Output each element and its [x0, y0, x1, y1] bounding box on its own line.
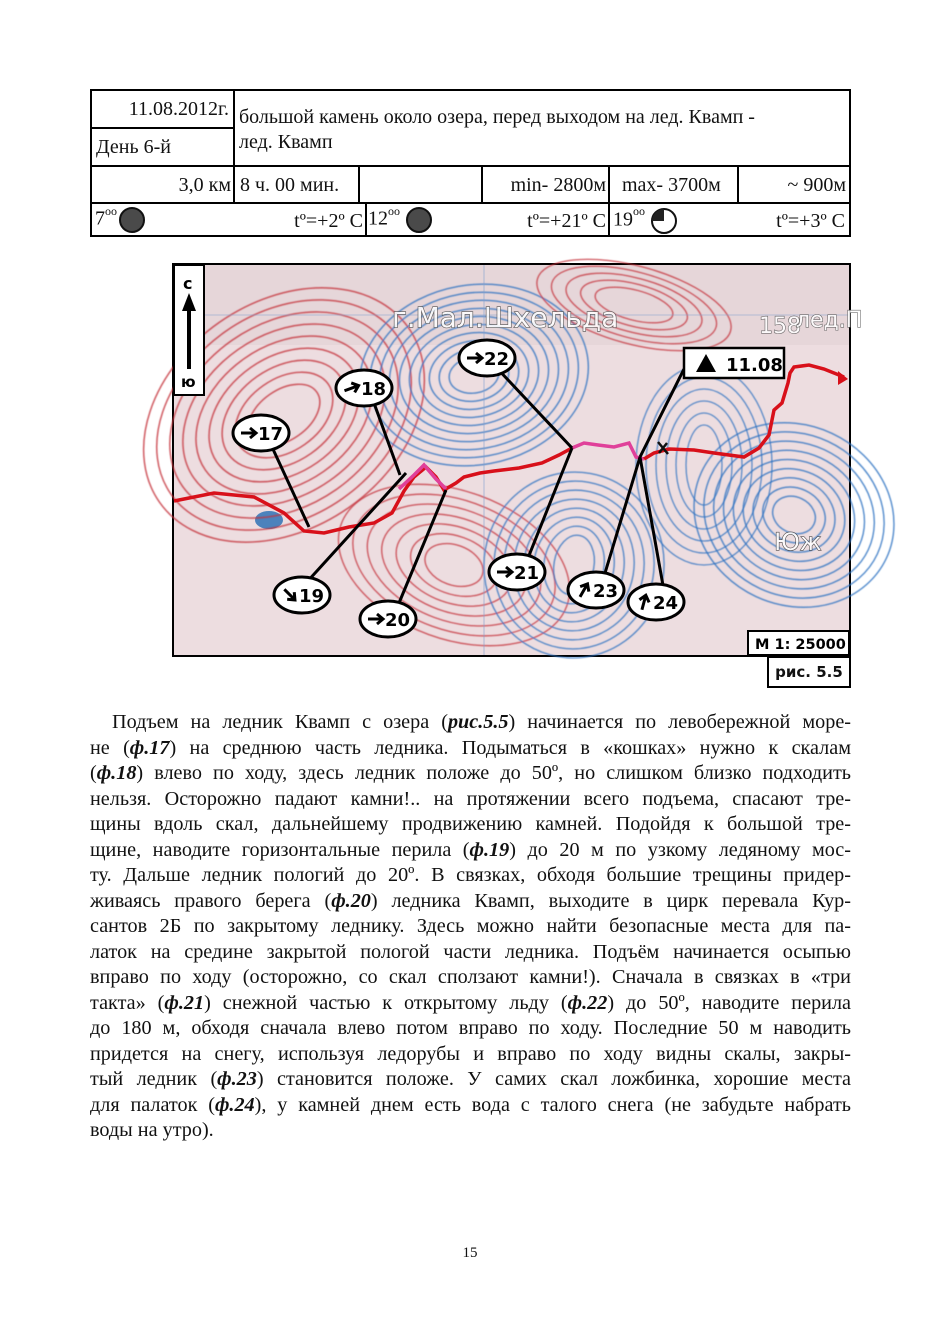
page-number: 15 — [462, 1245, 478, 1261]
topographic-map — [174, 265, 863, 655]
photo-marker — [233, 415, 289, 451]
text-run: ), у камней днем есть вода с талого снега (не забудьте набрать — [254, 1093, 851, 1116]
photo-reference: ф.19 — [469, 838, 510, 861]
table-duration: 8 ч. 00 мин. — [240, 174, 340, 196]
table-elevation-gain: ~ 900м — [787, 174, 846, 196]
text-run: щине, наводите горизонтальные перила ( — [90, 838, 470, 861]
photo-reference: ф.22 — [567, 991, 608, 1014]
text-run: ту. Дальше ледник пологий до 20º. В связках, обходя большие трещины придер- — [90, 864, 851, 886]
table-route-cont: лед. Квамп — [239, 131, 333, 153]
text-run: вправо по ходу (осторожно, со скал сползают камни!). Сначала в связках в «три — [90, 966, 851, 988]
date-flag-label: 11.08 — [726, 355, 783, 376]
paragraph-line — [90, 838, 851, 864]
paragraph-line — [90, 1042, 851, 1068]
marker-number: 22 — [484, 349, 510, 370]
obs-temp-2: tº=+21º C — [527, 210, 606, 232]
paragraph-line — [90, 761, 851, 787]
text-run: сантов 2Б по закрытому леднику. Здесь можно найти безопасные места для па- — [90, 915, 851, 937]
photo-marker — [568, 572, 624, 608]
text-run: ) снежной частью к открытому льду ( — [204, 991, 568, 1014]
photo-reference: ф.18 — [96, 762, 137, 784]
text-run: ) до 20 м по узкому ледяному мос- — [509, 838, 851, 861]
table-day: День 6-й — [96, 136, 171, 158]
paragraph-line — [90, 736, 851, 762]
table-divider — [608, 165, 610, 235]
marker-number: 17 — [258, 424, 284, 445]
table-divider — [92, 127, 233, 129]
text-run: ) ледника Квамп, выходите в цирк перевала Кур- — [370, 889, 851, 912]
table-route: большой камень около озера, перед выходом на лед. Квамп - — [239, 106, 755, 128]
text-run: для палаток ( — [90, 1093, 215, 1116]
photo-reference: рис.5.5 — [447, 711, 509, 733]
text-run: не ( — [90, 736, 130, 759]
compass-south: ю — [181, 373, 196, 391]
photo-marker — [489, 554, 545, 590]
marker-number: 19 — [299, 586, 325, 607]
text-run: до 180 м, обходя сначала влево потом вправо по ходу. Последние 50 м наводить — [90, 1017, 851, 1039]
table-distance: 3,0 км — [178, 174, 231, 196]
text-run: Подъем на ледник Квамп с озера ( — [112, 711, 448, 733]
photo-reference: ф.17 — [129, 736, 170, 759]
table-divider — [481, 165, 483, 202]
paragraph-line — [90, 889, 851, 915]
paragraph-line — [90, 863, 851, 889]
photo-marker — [336, 370, 392, 406]
marker-number: 18 — [361, 379, 387, 400]
overcast-icon — [406, 207, 432, 233]
paragraph-line — [90, 914, 851, 940]
text-run: ) влево по ходу, здесь ледник положе до 50º, но слишком близко подходить — [136, 762, 851, 784]
obs-temp-1: tº=+2º C — [294, 210, 363, 232]
text-run: тый ледник ( — [90, 1068, 218, 1090]
table-divider — [358, 165, 360, 202]
paragraph-line — [90, 1067, 851, 1093]
text-run: ) до 50º, наводите перила — [607, 991, 852, 1014]
paragraph-line — [90, 1016, 851, 1042]
paragraph-line — [90, 965, 851, 991]
paragraph-line — [90, 1118, 851, 1144]
photo-marker — [628, 584, 684, 620]
paragraph-line — [90, 812, 851, 838]
peak-label: г.Мал.Шхельда — [392, 301, 619, 334]
text-run: такта» ( — [90, 991, 165, 1014]
text-run: щины вдоль скал, дальнейшему продвижению камней. Подойдя к большой тре- — [90, 813, 851, 835]
paragraph-line — [90, 991, 851, 1017]
marker-number: 20 — [385, 610, 411, 631]
table-divider — [92, 165, 849, 167]
text-run: придется на снегу, используя ледорубы и вправо по ходу видны скалы, закры- — [90, 1042, 851, 1065]
photo-marker — [360, 601, 416, 637]
photo-marker — [274, 577, 330, 613]
table-divider — [233, 91, 235, 202]
photo-reference: ф.24 — [214, 1093, 255, 1116]
obs-time-1: $7^{оо}$ — [95, 207, 145, 233]
marker-number: 21 — [514, 563, 540, 584]
table-divider — [737, 165, 739, 202]
photo-reference: ф.20 — [331, 889, 371, 912]
table-divider — [365, 202, 367, 235]
text-run: живаясь правого берега ( — [90, 889, 332, 912]
marker-number: 23 — [593, 581, 619, 602]
paragraph-line — [90, 710, 851, 736]
figure-caption: рис. 5.5 — [767, 656, 851, 688]
text-run: ) становится положе. У самих скал ложбинка, хорошие места — [256, 1068, 851, 1090]
paragraph-line — [90, 787, 851, 813]
route-map — [172, 263, 863, 657]
obs-time-3: $19^{оо}$ — [613, 207, 678, 235]
body-paragraph — [90, 710, 851, 1144]
paragraph-line — [90, 1093, 851, 1119]
expedition-day-table — [90, 89, 851, 237]
obs-time-2: $12^{оо}$ — [368, 207, 432, 233]
south-glacier-label: Юж — [774, 528, 822, 556]
table-min-altitude: min- 2800м — [510, 174, 606, 196]
overcast-icon — [119, 207, 145, 233]
height-label: 158 — [759, 314, 801, 339]
text-run: ( — [90, 762, 97, 784]
obs-temp-3: tº=+3º C — [776, 210, 845, 232]
text-run: ) на среднюю часть ледника. Подыматься в «кошках» нужно к скалам — [169, 736, 851, 759]
text-run: нельзя. Осторожно падают камни!.. на протяжении всего подъема, спасают тре- — [90, 787, 851, 810]
glacier-label: лед.П — [796, 308, 863, 333]
compass-north: с — [183, 274, 193, 293]
photo-reference: ф.21 — [164, 991, 205, 1014]
marker-number: 24 — [653, 593, 679, 614]
table-date: 11.08.2012г. — [128, 98, 229, 120]
table-divider — [92, 202, 849, 204]
text-run: воды на утро). — [90, 1119, 214, 1141]
text-run: латок на средине закрытой пологой части ледника. Подъём начинается осыпью — [90, 940, 851, 963]
partly-cloudy-icon — [650, 207, 678, 235]
scale-label: М 1: 25000 — [755, 637, 846, 653]
photo-marker — [459, 340, 515, 376]
text-run: ) начинается по левобережной море- — [508, 711, 851, 733]
photo-reference: ф.23 — [217, 1068, 257, 1090]
table-max-altitude: max- 3700м — [622, 174, 721, 196]
paragraph-line — [90, 940, 851, 966]
